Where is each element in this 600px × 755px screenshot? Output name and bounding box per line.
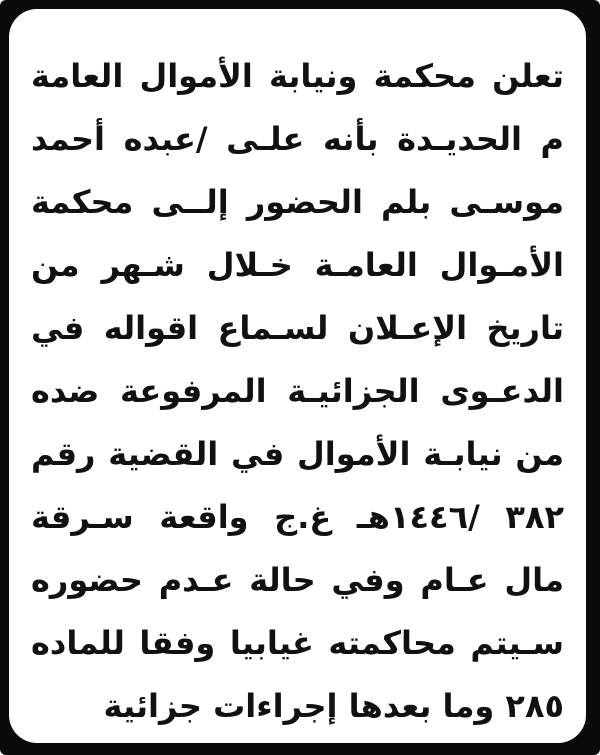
notice-line: الأمـوال العامـة خـلال شـهر من xyxy=(31,246,564,284)
notice-line: تاريخ الإعـلان لسـماع اقواله في xyxy=(31,309,564,347)
notice-line: مال عـام وفي حالة عـدم حضوره xyxy=(31,561,564,599)
notice-line: تعلن محكمة ونيابة الأموال العامة xyxy=(31,57,564,95)
notice-card xyxy=(9,9,586,743)
notice-line: موسـى بلم الحضور إلــى محكمة xyxy=(31,183,564,221)
notice-line: ٢٨٥ وما بعدها إجراءات جزائية xyxy=(103,687,564,725)
notice-line: م الحديـدة بأنه علـى /عبده أحمد xyxy=(31,120,564,158)
notice-line: ٣٨٢ /١٤٤٦هـ غ.ج واقعة سـرقة xyxy=(31,498,564,536)
notice-line: الدعـوى الجزائيـة المرفوعة ضده xyxy=(31,372,564,410)
notice-line: سـيتم محاكمته غيابيا وفقا للماده xyxy=(31,624,564,662)
notice-text xyxy=(31,45,564,738)
notice-line: من نيابـة الأموال في القضية رقم xyxy=(31,435,564,473)
